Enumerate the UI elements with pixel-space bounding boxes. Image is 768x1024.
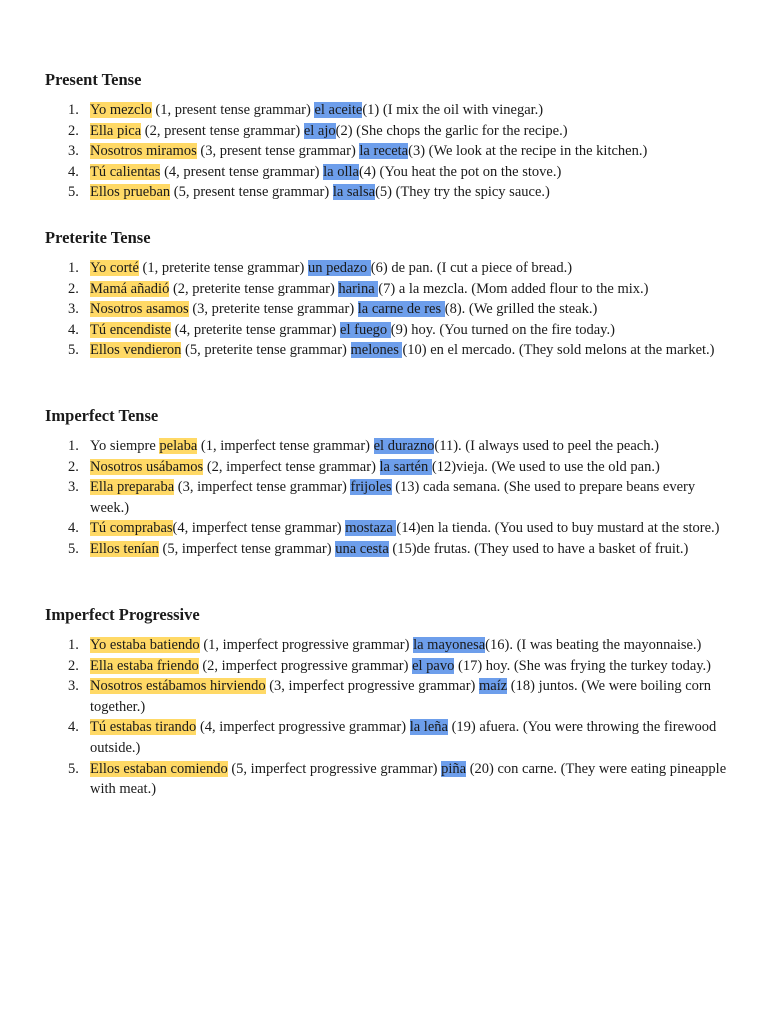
- sentence-text: (19) afuera. (You were throwing the firewood outside.): [90, 719, 717, 756]
- noun-highlight: la carne de res: [357, 301, 445, 318]
- noun-highlight: un pedazo: [307, 260, 371, 276]
- list-item: [45, 717, 735, 758]
- item-number: 2.: [68, 280, 79, 297]
- item-number: 3.: [68, 678, 79, 695]
- item-number: 4.: [68, 520, 79, 537]
- section-present-tense: [45, 70, 735, 203]
- sentence-text: (1, preterite tense grammar): [138, 260, 308, 276]
- sentence-text: (3, imperfect progressive grammar): [265, 678, 479, 695]
- list-item: [45, 436, 735, 457]
- section-imperfect-progressive: [45, 605, 735, 800]
- sentence-text: (4, imperfect progressive grammar): [196, 719, 410, 736]
- sentence-list: [45, 100, 735, 203]
- list-item: [45, 279, 735, 300]
- sentence-text: (3, preterite tense grammar): [188, 301, 358, 318]
- item-number: 3.: [68, 301, 79, 318]
- sentence-text: (2) (She chops the garlic for the recipe.): [335, 122, 568, 139]
- noun-highlight: la sartén: [379, 458, 432, 475]
- item-number: 5.: [68, 342, 79, 359]
- list-item: [45, 676, 735, 717]
- sentence-text: (11). (I always used to peel the peach.): [434, 438, 659, 454]
- noun-highlight: harina: [338, 280, 379, 297]
- noun-highlight: el ajo: [303, 122, 336, 139]
- verb-highlight: Ellos vendieron: [90, 342, 182, 359]
- verb-highlight: Tú comprabas: [90, 520, 173, 537]
- sentence-text: (3, present tense grammar): [196, 143, 360, 160]
- item-number: 2.: [68, 657, 79, 674]
- verb-highlight: Tú estabas tirando: [90, 719, 197, 736]
- verb-highlight: Ella preparaba: [90, 479, 175, 496]
- noun-highlight: la salsa: [332, 184, 376, 201]
- list-item: [45, 162, 735, 183]
- sentence-text: (20) con carne. (They were eating pineapple with meat.): [90, 760, 727, 798]
- noun-highlight: mostaza: [345, 520, 397, 537]
- list-item: [45, 100, 735, 121]
- item-number: 3.: [68, 479, 79, 496]
- verb-highlight: Yo mezclo: [90, 102, 152, 118]
- noun-highlight: el fuego: [340, 321, 391, 338]
- noun-highlight: la mayonesa: [413, 637, 486, 653]
- section-heading: Imperfect Tense: [45, 406, 159, 425]
- list-item: [45, 121, 735, 142]
- verb-highlight: Ellos prueban: [90, 184, 171, 201]
- sentence-text: (2, preterite tense grammar): [169, 280, 339, 297]
- noun-highlight: melones: [350, 342, 403, 359]
- list-item: [45, 299, 735, 320]
- item-number: 4.: [68, 719, 79, 736]
- noun-highlight: la receta: [359, 143, 409, 160]
- item-number: 1.: [68, 260, 79, 276]
- noun-highlight: el pavo: [412, 657, 455, 674]
- sentence-text: (18) juntos. (We were boiling corn together.): [90, 678, 711, 715]
- sentence-list: [45, 436, 735, 560]
- noun-highlight: el aceite: [314, 102, 363, 118]
- verb-highlight: Mamá añadió: [90, 280, 170, 297]
- list-item: [45, 635, 735, 656]
- item-number: 5.: [68, 184, 79, 201]
- section-heading: Preterite Tense: [45, 228, 151, 247]
- noun-highlight: piña: [441, 760, 467, 777]
- item-number: 1.: [68, 438, 79, 454]
- verb-highlight: Tú encendiste: [90, 321, 171, 338]
- noun-highlight: la leña: [409, 719, 448, 736]
- sentence-text: (3, imperfect tense grammar): [174, 479, 351, 496]
- sentence-text: (1) (I mix the oil with vinegar.): [362, 102, 544, 118]
- item-number: 2.: [68, 122, 79, 139]
- section-preterite-tense: [45, 228, 735, 361]
- list-item: [45, 141, 735, 162]
- sentence-text: (5, imperfect progressive grammar): [227, 760, 442, 777]
- verb-highlight: Nosotros estábamos hirviendo: [90, 678, 266, 695]
- item-number: 1.: [68, 637, 79, 653]
- verb-highlight: Ella estaba friendo: [90, 657, 199, 674]
- sentence-text: (1, imperfect tense grammar): [197, 438, 374, 454]
- item-number: 5.: [68, 760, 79, 777]
- item-number: 4.: [68, 321, 79, 338]
- sentence-text: (4) (You heat the pot on the stove.): [358, 163, 562, 180]
- item-number: 5.: [68, 540, 79, 557]
- section-heading: Present Tense: [45, 70, 142, 89]
- sentence-text: (8). (We grilled the steak.): [444, 301, 598, 318]
- sentence-text: (2, present tense grammar): [141, 122, 304, 139]
- sentence-text: (2, imperfect progressive grammar): [198, 657, 413, 674]
- verb-highlight: Tú calientas: [90, 163, 161, 180]
- sentence-text: (1, present tense grammar): [151, 102, 315, 118]
- list-item: [45, 759, 735, 800]
- sentence-text: (5, imperfect tense grammar): [158, 540, 336, 557]
- section-heading: Imperfect Progressive: [45, 605, 200, 624]
- verb-highlight: pelaba: [159, 438, 198, 454]
- sentence-text: (5) (They try the spicy sauce.): [375, 184, 550, 201]
- list-item: [45, 320, 735, 341]
- sentence-text: (9) hoy. (You turned on the fire today.): [390, 321, 615, 338]
- sentence-list: [45, 635, 735, 800]
- verb-highlight: Nosotros miramos: [90, 143, 197, 160]
- noun-highlight: una cesta: [335, 540, 389, 557]
- sentence-text: (13) cada semana. (She used to prepare beans every week.): [90, 479, 696, 516]
- noun-highlight: maíz: [478, 678, 508, 695]
- sentence-text: Yo siempre: [90, 438, 160, 454]
- list-item: [45, 539, 735, 560]
- verb-highlight: Nosotros usábamos: [90, 458, 204, 475]
- sentence-text: (6) de pan. (I cut a piece of bread.): [370, 260, 573, 276]
- verb-highlight: Ellos tenían: [90, 540, 159, 557]
- sentence-text: (7) a la mezcla. (Mom added flour to the mix.): [378, 280, 649, 297]
- sentence-text: (1, imperfect progressive grammar): [199, 637, 414, 653]
- sentence-text: (14)en la tienda. (You used to buy mustard at the store.): [396, 520, 720, 537]
- verb-highlight: Nosotros asamos: [90, 301, 189, 318]
- sentence-text: (17) hoy. (She was frying the turkey today.): [454, 657, 712, 674]
- sentence-text: (4, preterite tense grammar): [170, 321, 341, 338]
- noun-highlight: el durazno: [373, 438, 435, 454]
- section-imperfect-tense: [45, 406, 735, 560]
- sentence-text: (3) (We look at the recipe in the kitchen.): [408, 143, 648, 160]
- item-number: 1.: [68, 102, 79, 118]
- list-item: [45, 258, 735, 279]
- list-item: [45, 656, 735, 677]
- item-number: 2.: [68, 458, 79, 475]
- verb-highlight: Yo corté: [90, 260, 139, 276]
- sentence-list: [45, 258, 735, 361]
- sentence-text: (12)vieja. (We used to use the old pan.): [431, 458, 660, 475]
- list-item: [45, 340, 735, 361]
- list-item: [45, 457, 735, 478]
- item-number: 3.: [68, 143, 79, 160]
- sentence-text: (4, imperfect tense grammar): [172, 520, 346, 537]
- noun-highlight: la olla: [323, 163, 359, 180]
- list-item: [45, 182, 735, 203]
- verb-highlight: Ellos estaban comiendo: [90, 760, 228, 777]
- verb-highlight: Ella pica: [90, 122, 142, 139]
- item-number: 4.: [68, 163, 79, 180]
- list-item: [45, 518, 735, 539]
- sentence-text: (5, preterite tense grammar): [181, 342, 351, 359]
- sentence-text: (5, present tense grammar): [170, 184, 333, 201]
- sentence-text: (16). (I was beating the mayonnaise.): [485, 637, 702, 653]
- sentence-text: (10) en el mercado. (They sold melons at the market.): [402, 342, 715, 359]
- list-item: [45, 477, 735, 518]
- sentence-text: (2, imperfect tense grammar): [203, 458, 380, 475]
- noun-highlight: frijoles: [350, 479, 392, 496]
- sentence-text: (15)de frutas. (They used to have a basket of fruit.): [388, 540, 689, 557]
- sentence-text: (4, present tense grammar): [160, 163, 324, 180]
- verb-highlight: Yo estaba batiendo: [90, 637, 200, 653]
